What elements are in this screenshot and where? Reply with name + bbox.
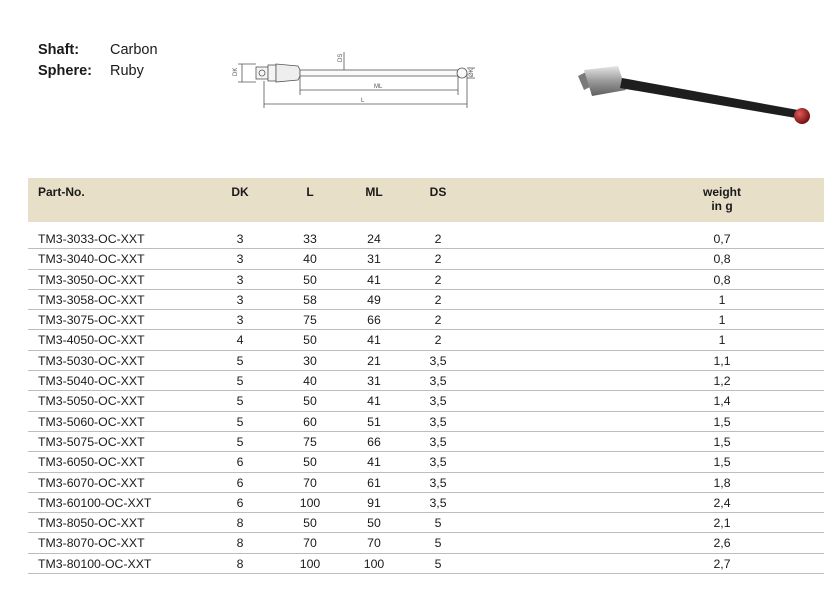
cell-l: 58 [303,292,317,307]
cell-dk: 5 [236,374,244,389]
cell-ds: 3,5 [429,455,447,470]
cell-ds: 2 [434,272,442,287]
cell-dk: 5 [236,434,244,449]
table-row [28,391,824,411]
table-row [28,493,824,513]
cell-weight: 1,5 [713,434,731,449]
cell-weight: 0,8 [713,252,731,267]
cell-part-no: TM3-6070-OC-XXT [38,475,145,490]
spec-sphere-value: Ruby [110,63,144,79]
cell-ml: 41 [367,455,381,470]
ruby-sphere-icon [794,108,810,124]
cell-weight: 1,5 [713,414,731,429]
cell-dk: 5 [236,414,244,429]
cell-weight: 1,8 [713,475,731,490]
table-row [28,513,824,533]
dim-l-label: L [361,98,365,104]
cell-l: 75 [303,313,317,328]
cell-l: 40 [303,252,317,267]
cell-dk: 3 [236,272,244,287]
cell-weight: 2,4 [713,495,731,510]
header-weight-line1: weight [703,185,741,199]
cell-l: 50 [303,272,317,287]
cell-part-no: TM3-3058-OC-XXT [38,292,145,307]
cell-ds: 3,5 [429,414,447,429]
cell-l: 50 [303,516,317,531]
cell-part-no: TM3-5030-OC-XXT [38,353,145,368]
cell-dk: 3 [236,232,244,246]
cell-ml: 91 [367,495,381,510]
cell-l: 100 [299,556,321,571]
cell-ml: 51 [367,414,381,429]
cell-dk: 5 [236,353,244,368]
product-photo [548,30,838,160]
cell-part-no: TM3-5060-OC-XXT [38,414,145,429]
header-dk: DK [231,185,249,199]
table-row [28,452,824,472]
cell-weight: 0,7 [713,232,731,246]
cell-ml: 61 [367,475,381,490]
header-ml: ML [365,185,383,199]
cell-weight: 2,1 [713,516,731,531]
cell-dk: 6 [236,455,244,470]
cell-part-no: TM3-60100-OC-XXT [38,495,152,510]
dim-ml-label: ML [374,84,383,90]
cell-weight: 1 [718,313,726,328]
cell-ml: 100 [363,556,385,571]
cell-l: 50 [303,394,317,409]
cell-part-no: TM3-8070-OC-XXT [38,536,145,551]
table-header [28,178,824,222]
header-weight [692,185,752,213]
dim-ds-label: DS [338,53,344,62]
cell-weight: 0,8 [713,272,731,287]
cell-ml: 24 [367,232,381,246]
cell-part-no: TM3-80100-OC-XXT [38,556,152,571]
table-row [28,533,824,553]
cell-dk: 3 [236,313,244,328]
cell-ds: 3,5 [429,434,447,449]
cell-weight: 2,7 [713,556,731,571]
cell-part-no: TM3-3075-OC-XXT [38,313,145,328]
cell-dk: 4 [236,333,244,348]
cell-l: 33 [303,232,317,246]
table-row [28,432,824,452]
cell-ds: 2 [434,313,442,328]
cell-l: 30 [303,353,317,368]
spec-shaft-value: Carbon [110,42,158,58]
cell-ds: 5 [434,516,442,531]
table-row [28,229,824,249]
cell-ml: 41 [367,272,381,287]
cell-ds: 5 [434,536,442,551]
cell-l: 100 [299,495,321,510]
cell-weight: 1,2 [713,374,731,389]
table-row [28,330,824,350]
cell-dk: 8 [236,556,244,571]
cell-ml: 66 [367,313,381,328]
technical-drawing [226,50,476,114]
cell-ml: 21 [367,353,381,368]
header-weight-line2: in g [711,199,733,213]
spec-shaft [38,40,158,61]
dim-sphere-label: ØK [469,68,475,77]
cell-part-no: TM3-4050-OC-XXT [38,333,145,348]
cell-l: 50 [303,455,317,470]
cell-weight: 2,6 [713,536,731,551]
cell-part-no: TM3-6050-OC-XXT [38,455,145,470]
cell-ds: 2 [434,292,442,307]
cell-ml: 49 [367,292,381,307]
cell-l: 75 [303,434,317,449]
cell-dk: 8 [236,536,244,551]
cell-dk: 6 [236,475,244,490]
cell-weight: 1 [718,292,726,307]
cell-ds: 3,5 [429,374,447,389]
cell-l: 40 [303,374,317,389]
table-row [28,371,824,391]
cell-weight: 1,1 [713,353,731,368]
stylus-image [578,66,810,124]
cell-ds: 3,5 [429,394,447,409]
cell-ml: 31 [367,374,381,389]
cell-dk: 3 [236,252,244,267]
cell-ds: 3,5 [429,353,447,368]
cell-part-no: TM3-3040-OC-XXT [38,252,145,267]
cell-dk: 6 [236,495,244,510]
cell-part-no: TM3-3050-OC-XXT [38,272,145,287]
cell-l: 60 [303,414,317,429]
spec-shaft-label: Shaft: [38,42,80,58]
cell-ds: 3,5 [429,495,447,510]
cell-ds: 3,5 [429,475,447,490]
cell-part-no: TM3-3033-OC-XXT [38,232,145,246]
cell-ml: 41 [367,333,381,348]
spec-sphere-label: Sphere: [38,63,92,79]
cell-part-no: TM3-8050-OC-XXT [38,516,145,531]
cell-ds: 2 [434,333,442,348]
cell-ml: 66 [367,434,381,449]
cell-ds: 5 [434,556,442,571]
cell-ml: 50 [367,516,381,531]
table-row [28,310,824,330]
cell-dk: 5 [236,394,244,409]
cell-l: 70 [303,536,317,551]
table-row [28,290,824,310]
cell-dk: 8 [236,516,244,531]
table-row [28,351,824,371]
cell-part-no: TM3-5050-OC-XXT [38,394,145,409]
table-row [28,249,824,269]
cell-ml: 31 [367,252,381,267]
table-body [28,229,824,574]
table-row [28,554,824,574]
header-ds: DS [429,185,447,199]
header-l: L [306,185,314,199]
spec-sphere [38,61,144,82]
cell-weight: 1,4 [713,394,731,409]
cell-l: 50 [303,333,317,348]
table-row [28,270,824,290]
cell-ml: 70 [367,536,381,551]
dim-dk-label: DK [233,67,239,76]
header-part-no: Part-No. [38,185,85,199]
table-row [28,473,824,493]
cell-part-no: TM3-5075-OC-XXT [38,434,145,449]
cell-dk: 3 [236,292,244,307]
cell-l: 70 [303,475,317,490]
table-row [28,412,824,432]
cell-ds: 2 [434,252,442,267]
cell-weight: 1 [718,333,726,348]
cell-part-no: TM3-5040-OC-XXT [38,374,145,389]
cell-weight: 1,5 [713,455,731,470]
cell-ml: 41 [367,394,381,409]
cell-ds: 2 [434,232,442,246]
